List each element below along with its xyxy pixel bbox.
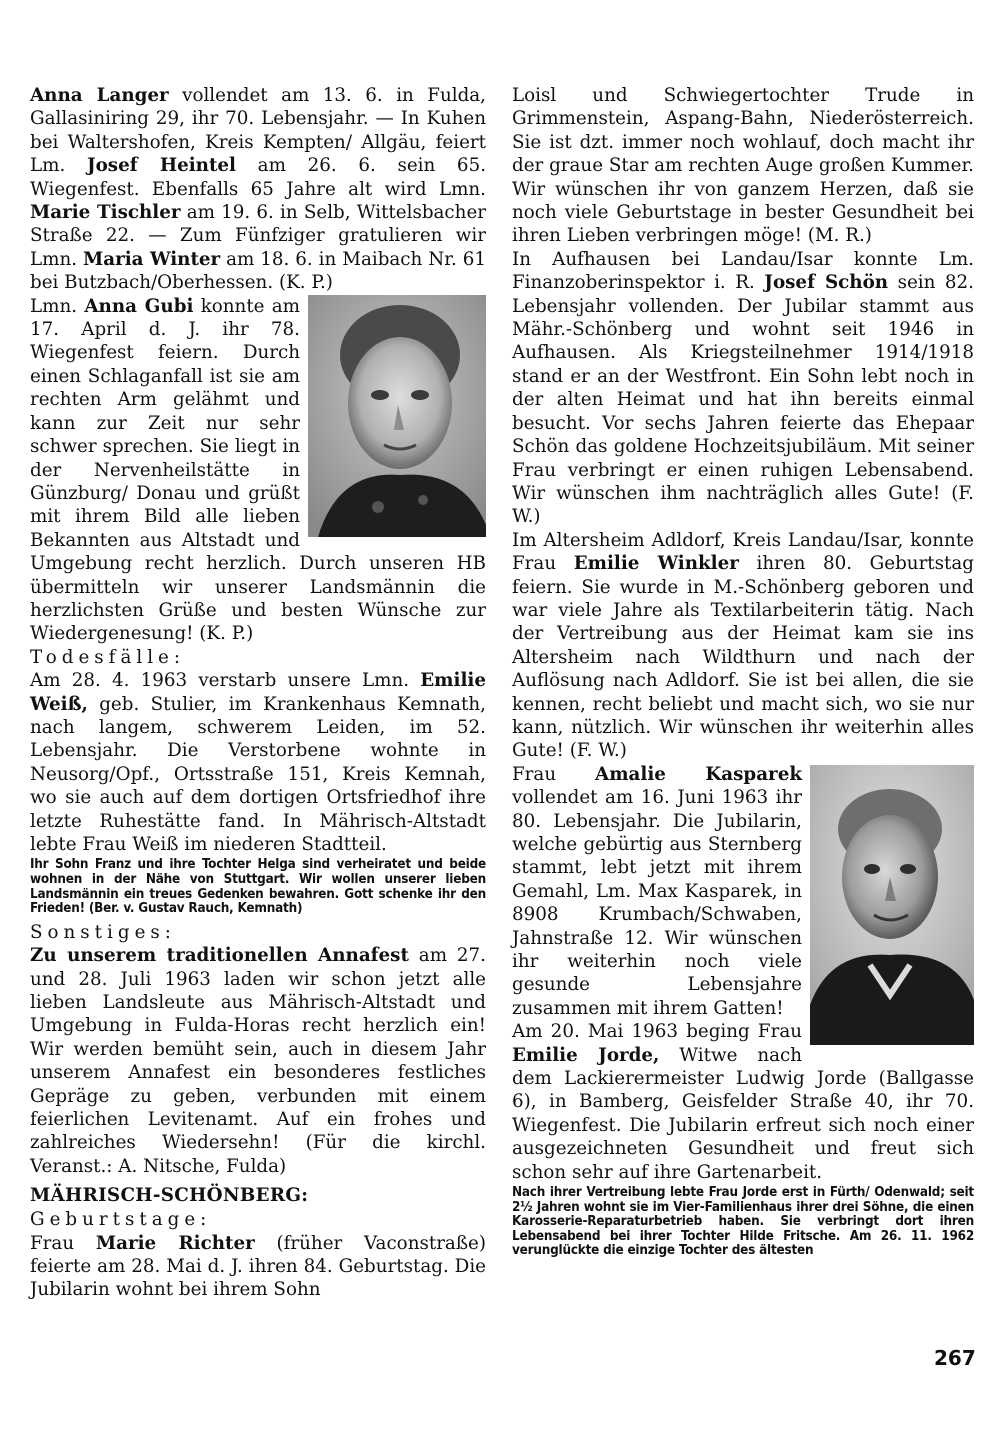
annafest-headline: Zu unserem traditionellen Annafest	[30, 945, 409, 967]
portrait-photo-amalie-kasparek	[810, 765, 974, 1045]
text: vollendet am 16. Juni 1963 ihr 80. Lebensjahr. Die Jubilarin, welche gebürtig aus Sternberg stammt, lebt jetzt mit ihrem Gemahl, Lm. Max Kasparek, in 8908 Krumbach/Schwaben, Jahnstraße 12. Wir wünschen ihr weiterhin noch viele gesunde Lebensjahre zusammen mit ihrem Gatten!	[512, 787, 802, 1019]
text: ihren 80. Geburtstag feiern. Sie wurde in M.-Schönberg geboren und war viele Jahre als Textilarbeiterin tätig. Nach der Vertreibung aus der Heimat kam sie ins Altersheim nach Wildthurn und nach der Auflösung nach Adldorf. Sie ist bei allen, die sie kennen, recht beliebt und macht sich, wo sie nur kann, nützlich. Wir wünschen ihr weiterhin alles Gute! (F. W.)	[512, 553, 974, 762]
paragraph-birthdays-fulda	[30, 84, 486, 295]
paragraph-loisl: Loisl und Schwiegertochter Trude in Grimmenstein, Aspang-Bahn, Niederösterreich. Sie ist dzt. immer noch wohlauf, doch macht ihr der graue Star am rechten Auge großen Kummer. Wir wünschen ihr von ganzem Herzen, daß sie noch viele Geburtstage in bester Gesundheit bei ihren Lieben verbringen möge! (M. R.)	[512, 85, 974, 247]
portrait-image	[810, 765, 974, 1045]
text: Am 28. 4. 1963 verstarb unsere Lmn.	[30, 670, 421, 692]
name-maria-winter: Maria Winter	[83, 248, 221, 270]
text: Witwe nach dem Lackierermeister Ludwig Jorde (Ballgasse 6), in Bamberg, Geisfelder Straße 40, ihr 70. Wiegenfest. Die Jubilarin erfreut sich noch einer ausgezeichneten Gesundheit und freut sich schon sehr auf ihre Gartenarbeit.	[512, 1044, 974, 1183]
name-anna-langer: Anna Langer	[30, 85, 169, 106]
page-number: 267	[934, 1346, 976, 1370]
text: am 18. 6. in Maibach Nr. 61 bei Butzbach/Oberhessen. (K. P.)	[30, 248, 486, 294]
right-column	[512, 84, 974, 1263]
small-print-note: Ihr Sohn Franz und ihre Tochter Helga sind verheiratet und beide wohnen in der Nähe von Stuttgart. Wir wollen unserer lieben Landsmännin ein treues Gedenken bewahren. Gott schenke ihr den Frieden! (Ber. v. Gustav Rauch, Kemnath)	[30, 857, 486, 917]
paragraph-anna-gubi	[30, 295, 486, 646]
text: am 19. 6. in Selb, Wittelsbacher Straße 22. — Zum Fünfziger gratulieren wir Lmn.	[30, 202, 486, 270]
name-amalie-kasparek: Amalie Kasparek	[595, 763, 802, 785]
paragraph-annafest	[30, 944, 486, 1178]
name-emilie-jorde: Emilie Jorde,	[512, 1044, 660, 1066]
paragraph-marie-richter	[30, 1232, 486, 1302]
small-print-note-jorde: Nach ihrer Vertreibung lebte Frau Jorde erst in Fürth/ Odenwald; seit 2½ Jahren wohnt sie im Vier-Familienhaus ihrer drei Söhne, die einen Karosserie-Reparaturbetrieb haben. Sie verbringt dort ihren Lebensabend bei ihrer Tochter Hilde Fritsche. Am 26. 11. 1962 verunglückte die einzige Tochter des ältesten	[512, 1185, 974, 1259]
portrait-photo-anna-gubi	[308, 295, 486, 537]
section-label-sonstiges: Sonstiges:	[30, 921, 176, 943]
text: Frau	[512, 763, 596, 785]
text: Lmn.	[30, 295, 85, 317]
section-label-todesfaelle: Todesfälle:	[30, 646, 186, 668]
text: Am 20. Mai 1963 beging Frau	[512, 1021, 802, 1043]
text: vollendet am 13. 6. in Fulda, Gallasiniring 29, ihr 70. Lebensjahr. — In Kuhen bei Waltershofen, Kreis Kempten/ Allgäu, feiert Lm.	[30, 85, 486, 177]
paragraph-emilie-weiss	[30, 669, 486, 856]
text: (früher Vaconstraße) feierte am 28. Mai d. J. ihren 84. Geburtstag. Die Jubilarin wohnt bei ihrem Sohn	[30, 1232, 486, 1301]
name-marie-richter: Marie Richter	[95, 1232, 255, 1254]
paragraph-amalie-kasparek	[512, 763, 974, 1020]
text: Frau	[30, 1232, 96, 1254]
text: konnte am 17. April d. J. ihr 78. Wiegenfest feiern. Durch einen Schlaganfall ist sie am rechten Arm gelähmt und kann zur Zeit nur sehr schwer sprechen. Sie liegt in der Nervenheilstätte in Günzburg/ Donau und grüßt mit ihrem Bild alle lieben Bekannten aus Altstadt und Umgebung recht herzlich. Durch unseren HB übermitteln wir unserer Landsmännin die herzlichsten Grüße und besten Wünsche zur Wiedergenesung! (K. P.)	[30, 295, 486, 645]
name-josef-heintel: Josef Heintel	[86, 155, 236, 177]
name-emilie-winkler: Emilie Winkler	[573, 553, 739, 575]
name-josef-schoen: Josef Schön	[764, 272, 889, 294]
text: sein 82. Lebensjahr vollenden. Der Jubilar stammt aus Mähr.-Schönberg und wohnt seit 1946 in Aufhausen. Als Kriegsteilnehmer 1914/1918 stand er an der Westfront. Ein Sohn lebt noch in der alten Heimat und hat ihn bereits einmal besucht. Vor sechs Jahren feierte das Ehepaar Schön das goldene Hochzeitsjubiläum. Mit seiner Frau verbringt er einen ruhigen Lebensabend. Wir wünschen ihm nachträglich alles Gute! (F. W.)	[512, 272, 974, 528]
name-marie-tischler: Marie Tischler	[30, 202, 181, 224]
portrait-image	[308, 295, 486, 537]
town-heading: MÄHRISCH-SCHÖNBERG:	[30, 1185, 309, 1207]
text: Im Altersheim Adldorf, Kreis Landau/Isar, konnte Frau	[512, 529, 974, 575]
text: am 26. 6. sein 65. Wiegenfest. Ebenfalls 65 Jahre alt wird Lmn.	[30, 155, 487, 200]
name-emilie-weiss: Emilie Weiß,	[30, 670, 486, 715]
name-anna-gubi: Anna Gubi	[84, 295, 194, 317]
left-column	[30, 84, 486, 1302]
paragraph-emilie-jorde	[512, 1020, 974, 1184]
text: am 27. und 28. Juli 1963 laden wir schon jetzt alle lieben Landsleute aus Mährisch-Altstadt und Umgebung in Fulda-Horas recht herzlich ein! Wir werden bemüht sein, auch in diesem Jahr unserem Annafest ein besonderes festliches Gepräge zu geben, verbunden mit einem feierlichen Levitenamt. Auf ein frohes und zahlreiches Wiedersehn! (Für die kirchl. Veranst.: A. Nitsche, Fulda)	[30, 945, 486, 1177]
text: In Aufhausen bei Landau/Isar konnte Lm. Finanzoberinspektor i. R.	[512, 248, 974, 294]
paragraph-emilie-winkler	[512, 529, 974, 763]
section-label-geburtstage: Geburtstage:	[30, 1209, 212, 1231]
text: geb. Stulier, im Krankenhaus Kemnath, nach langem, schwerem Leiden, im 52. Lebensjahr. Die Verstorbene wohnte in Neusorg/Opf., Ortsstraße 151, Kreis Kemnah, wo sie auch auf dem dortigen Ortsfriedhof ihre letzte Ruhestätte fand. In Mährisch-Altstadt lebte Frau Weiß im niederen Stadtteil.	[30, 693, 486, 855]
paragraph-josef-schoen	[512, 248, 974, 529]
